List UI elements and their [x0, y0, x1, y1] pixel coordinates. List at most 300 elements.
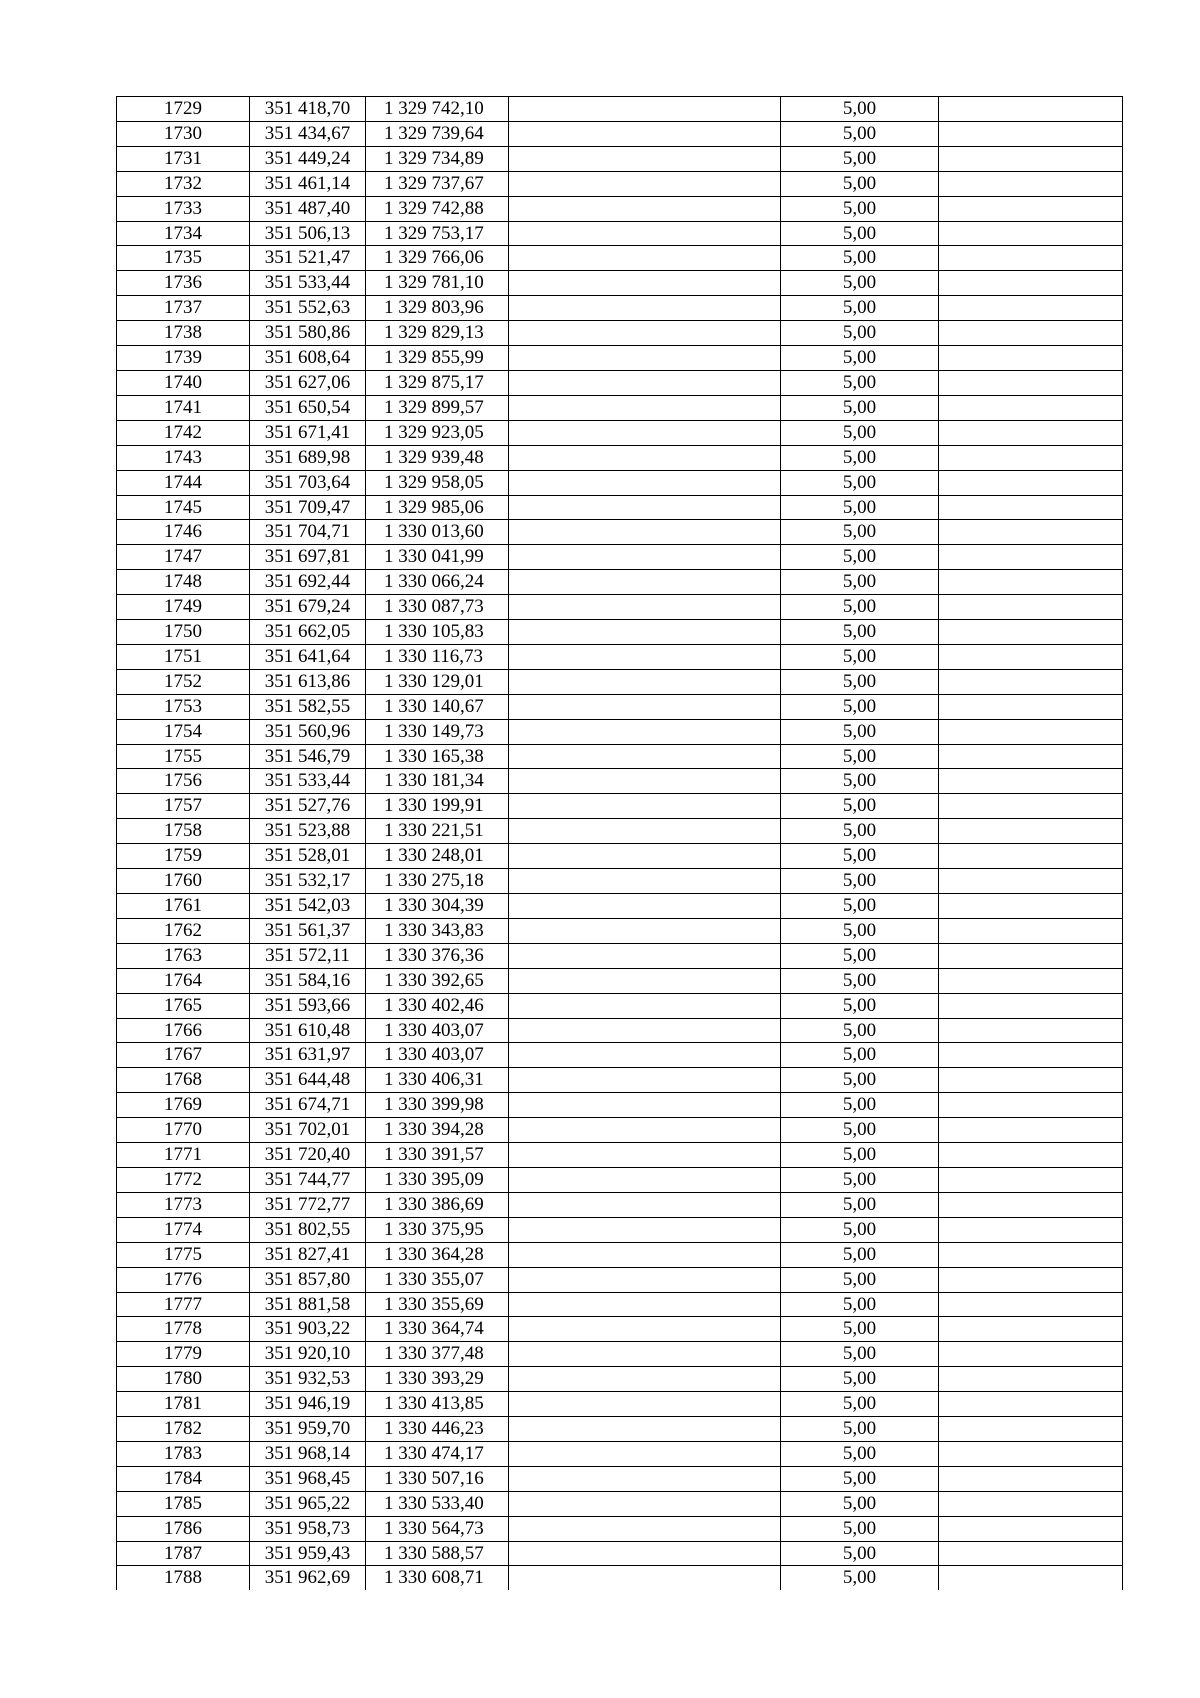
description-cell: [509, 271, 781, 296]
y-coordinate-cell: 1 330 181,34: [366, 769, 509, 794]
extra-cell: [939, 296, 1123, 321]
extra-cell: [939, 1392, 1123, 1417]
point-number-cell: 1773: [117, 1192, 250, 1217]
extra-cell: [939, 1541, 1123, 1566]
x-coordinate-cell: 351 580,86: [250, 321, 366, 346]
point-number-cell: 1785: [117, 1491, 250, 1516]
point-number-cell: 1755: [117, 744, 250, 769]
extra-cell: [939, 495, 1123, 520]
description-cell: [509, 545, 781, 570]
extra-cell: [939, 869, 1123, 894]
y-coordinate-cell: 1 330 199,91: [366, 794, 509, 819]
description-cell: [509, 993, 781, 1018]
extra-cell: [939, 1466, 1123, 1491]
point-number-cell: 1757: [117, 794, 250, 819]
description-cell: [509, 1491, 781, 1516]
table-row: [117, 669, 1123, 694]
value-cell: 5,00: [781, 1566, 939, 1590]
x-coordinate-cell: 351 958,73: [250, 1516, 366, 1541]
extra-cell: [939, 146, 1123, 171]
extra-cell: [939, 1367, 1123, 1392]
x-coordinate-cell: 351 584,16: [250, 968, 366, 993]
description-cell: [509, 1367, 781, 1392]
extra-cell: [939, 719, 1123, 744]
extra-cell: [939, 1043, 1123, 1068]
x-coordinate-cell: 351 542,03: [250, 894, 366, 919]
value-cell: 5,00: [781, 545, 939, 570]
point-number-cell: 1756: [117, 769, 250, 794]
point-number-cell: 1781: [117, 1392, 250, 1417]
table-row: [117, 918, 1123, 943]
y-coordinate-cell: 1 330 375,95: [366, 1217, 509, 1242]
point-number-cell: 1775: [117, 1242, 250, 1267]
value-cell: 5,00: [781, 1417, 939, 1442]
table-row: [117, 744, 1123, 769]
value-cell: 5,00: [781, 1018, 939, 1043]
description-cell: [509, 1516, 781, 1541]
table-row: [117, 97, 1123, 122]
y-coordinate-cell: 1 329 739,64: [366, 121, 509, 146]
table-row: [117, 595, 1123, 620]
extra-cell: [939, 1167, 1123, 1192]
extra-cell: [939, 794, 1123, 819]
extra-cell: [939, 1441, 1123, 1466]
point-number-cell: 1735: [117, 246, 250, 271]
extra-cell: [939, 520, 1123, 545]
table-row: [117, 1242, 1123, 1267]
description-cell: [509, 445, 781, 470]
x-coordinate-cell: 351 679,24: [250, 595, 366, 620]
x-coordinate-cell: 351 552,63: [250, 296, 366, 321]
description-cell: [509, 470, 781, 495]
value-cell: 5,00: [781, 719, 939, 744]
table-row: [117, 1068, 1123, 1093]
x-coordinate-cell: 351 827,41: [250, 1242, 366, 1267]
table-row: [117, 570, 1123, 595]
value-cell: 5,00: [781, 1392, 939, 1417]
table-row: [117, 1167, 1123, 1192]
point-number-cell: 1739: [117, 346, 250, 371]
x-coordinate-cell: 351 533,44: [250, 769, 366, 794]
table-row: [117, 1018, 1123, 1043]
table-row: [117, 520, 1123, 545]
point-number-cell: 1748: [117, 570, 250, 595]
extra-cell: [939, 1317, 1123, 1342]
x-coordinate-cell: 351 968,14: [250, 1441, 366, 1466]
y-coordinate-cell: 1 329 766,06: [366, 246, 509, 271]
coordinates-table-body: [117, 97, 1123, 1591]
x-coordinate-cell: 351 881,58: [250, 1292, 366, 1317]
description-cell: [509, 694, 781, 719]
extra-cell: [939, 346, 1123, 371]
point-number-cell: 1778: [117, 1317, 250, 1342]
extra-cell: [939, 1342, 1123, 1367]
point-number-cell: 1777: [117, 1292, 250, 1317]
point-number-cell: 1732: [117, 171, 250, 196]
y-coordinate-cell: 1 330 564,73: [366, 1516, 509, 1541]
description-cell: [509, 1317, 781, 1342]
description-cell: [509, 1267, 781, 1292]
point-number-cell: 1743: [117, 445, 250, 470]
value-cell: 5,00: [781, 495, 939, 520]
value-cell: 5,00: [781, 819, 939, 844]
y-coordinate-cell: 1 330 248,01: [366, 844, 509, 869]
x-coordinate-cell: 351 959,70: [250, 1417, 366, 1442]
extra-cell: [939, 769, 1123, 794]
description-cell: [509, 595, 781, 620]
x-coordinate-cell: 351 434,67: [250, 121, 366, 146]
y-coordinate-cell: 1 330 391,57: [366, 1143, 509, 1168]
value-cell: 5,00: [781, 1516, 939, 1541]
y-coordinate-cell: 1 330 402,46: [366, 993, 509, 1018]
extra-cell: [939, 595, 1123, 620]
x-coordinate-cell: 351 527,76: [250, 794, 366, 819]
value-cell: 5,00: [781, 246, 939, 271]
table-row: [117, 370, 1123, 395]
value-cell: 5,00: [781, 420, 939, 445]
point-number-cell: 1759: [117, 844, 250, 869]
x-coordinate-cell: 351 709,47: [250, 495, 366, 520]
point-number-cell: 1767: [117, 1043, 250, 1068]
x-coordinate-cell: 351 802,55: [250, 1217, 366, 1242]
y-coordinate-cell: 1 330 364,74: [366, 1317, 509, 1342]
table-row: [117, 495, 1123, 520]
x-coordinate-cell: 351 697,81: [250, 545, 366, 570]
y-coordinate-cell: 1 330 395,09: [366, 1167, 509, 1192]
point-number-cell: 1729: [117, 97, 250, 122]
point-number-cell: 1764: [117, 968, 250, 993]
x-coordinate-cell: 351 610,48: [250, 1018, 366, 1043]
x-coordinate-cell: 351 506,13: [250, 221, 366, 246]
y-coordinate-cell: 1 330 066,24: [366, 570, 509, 595]
y-coordinate-cell: 1 330 394,28: [366, 1118, 509, 1143]
table-row: [117, 271, 1123, 296]
description-cell: [509, 321, 781, 346]
table-row: [117, 968, 1123, 993]
table-row: [117, 395, 1123, 420]
y-coordinate-cell: 1 329 734,89: [366, 146, 509, 171]
extra-cell: [939, 445, 1123, 470]
y-coordinate-cell: 1 330 403,07: [366, 1018, 509, 1043]
extra-cell: [939, 819, 1123, 844]
extra-cell: [939, 644, 1123, 669]
point-number-cell: 1746: [117, 520, 250, 545]
point-number-cell: 1784: [117, 1466, 250, 1491]
point-number-cell: 1734: [117, 221, 250, 246]
extra-cell: [939, 844, 1123, 869]
y-coordinate-cell: 1 330 406,31: [366, 1068, 509, 1093]
extra-cell: [939, 1018, 1123, 1043]
extra-cell: [939, 694, 1123, 719]
point-number-cell: 1740: [117, 370, 250, 395]
y-coordinate-cell: 1 329 829,13: [366, 321, 509, 346]
table-row: [117, 445, 1123, 470]
x-coordinate-cell: 351 641,64: [250, 644, 366, 669]
value-cell: 5,00: [781, 1242, 939, 1267]
extra-cell: [939, 370, 1123, 395]
y-coordinate-cell: 1 329 855,99: [366, 346, 509, 371]
point-number-cell: 1763: [117, 943, 250, 968]
value-cell: 5,00: [781, 121, 939, 146]
y-coordinate-cell: 1 329 742,10: [366, 97, 509, 122]
description-cell: [509, 1541, 781, 1566]
value-cell: 5,00: [781, 1267, 939, 1292]
description-cell: [509, 794, 781, 819]
extra-cell: [939, 1292, 1123, 1317]
table-row: [117, 1417, 1123, 1442]
extra-cell: [939, 1192, 1123, 1217]
table-row: [117, 993, 1123, 1018]
description-cell: [509, 894, 781, 919]
description-cell: [509, 97, 781, 122]
x-coordinate-cell: 351 720,40: [250, 1143, 366, 1168]
description-cell: [509, 370, 781, 395]
value-cell: 5,00: [781, 1043, 939, 1068]
extra-cell: [939, 321, 1123, 346]
point-number-cell: 1742: [117, 420, 250, 445]
table-row: [117, 1441, 1123, 1466]
description-cell: [509, 246, 781, 271]
table-row: [117, 470, 1123, 495]
point-number-cell: 1769: [117, 1093, 250, 1118]
y-coordinate-cell: 1 330 533,40: [366, 1491, 509, 1516]
description-cell: [509, 1118, 781, 1143]
point-number-cell: 1747: [117, 545, 250, 570]
value-cell: 5,00: [781, 1118, 939, 1143]
description-cell: [509, 171, 781, 196]
point-number-cell: 1737: [117, 296, 250, 321]
table-row: [117, 420, 1123, 445]
y-coordinate-cell: 1 330 140,67: [366, 694, 509, 719]
description-cell: [509, 420, 781, 445]
point-number-cell: 1758: [117, 819, 250, 844]
y-coordinate-cell: 1 330 376,36: [366, 943, 509, 968]
extra-cell: [939, 620, 1123, 645]
value-cell: 5,00: [781, 844, 939, 869]
y-coordinate-cell: 1 330 304,39: [366, 894, 509, 919]
table-row: [117, 1043, 1123, 1068]
x-coordinate-cell: 351 650,54: [250, 395, 366, 420]
x-coordinate-cell: 351 532,17: [250, 869, 366, 894]
table-row: [117, 1392, 1123, 1417]
extra-cell: [939, 221, 1123, 246]
value-cell: 5,00: [781, 520, 939, 545]
x-coordinate-cell: 351 857,80: [250, 1267, 366, 1292]
point-number-cell: 1730: [117, 121, 250, 146]
value-cell: 5,00: [781, 1167, 939, 1192]
description-cell: [509, 495, 781, 520]
value-cell: 5,00: [781, 445, 939, 470]
y-coordinate-cell: 1 329 803,96: [366, 296, 509, 321]
description-cell: [509, 769, 781, 794]
y-coordinate-cell: 1 330 588,57: [366, 1541, 509, 1566]
description-cell: [509, 395, 781, 420]
description-cell: [509, 296, 781, 321]
x-coordinate-cell: 351 528,01: [250, 844, 366, 869]
point-number-cell: 1787: [117, 1541, 250, 1566]
extra-cell: [939, 1491, 1123, 1516]
table-row: [117, 1143, 1123, 1168]
extra-cell: [939, 97, 1123, 122]
value-cell: 5,00: [781, 1143, 939, 1168]
extra-cell: [939, 1566, 1123, 1590]
description-cell: [509, 1018, 781, 1043]
x-coordinate-cell: 351 662,05: [250, 620, 366, 645]
point-number-cell: 1754: [117, 719, 250, 744]
x-coordinate-cell: 351 744,77: [250, 1167, 366, 1192]
point-number-cell: 1768: [117, 1068, 250, 1093]
point-number-cell: 1788: [117, 1566, 250, 1590]
description-cell: [509, 196, 781, 221]
coordinates-table: [116, 96, 1123, 1590]
description-cell: [509, 1217, 781, 1242]
y-coordinate-cell: 1 330 355,69: [366, 1292, 509, 1317]
value-cell: 5,00: [781, 1192, 939, 1217]
extra-cell: [939, 1068, 1123, 1093]
point-number-cell: 1782: [117, 1417, 250, 1442]
description-cell: [509, 1441, 781, 1466]
point-number-cell: 1779: [117, 1342, 250, 1367]
value-cell: 5,00: [781, 595, 939, 620]
value-cell: 5,00: [781, 171, 939, 196]
table-row: [117, 769, 1123, 794]
point-number-cell: 1760: [117, 869, 250, 894]
y-coordinate-cell: 1 330 087,73: [366, 595, 509, 620]
y-coordinate-cell: 1 329 899,57: [366, 395, 509, 420]
table-row: [117, 1093, 1123, 1118]
point-number-cell: 1738: [117, 321, 250, 346]
point-number-cell: 1736: [117, 271, 250, 296]
x-coordinate-cell: 351 627,06: [250, 370, 366, 395]
description-cell: [509, 1466, 781, 1491]
x-coordinate-cell: 351 533,44: [250, 271, 366, 296]
table-row: [117, 1367, 1123, 1392]
value-cell: 5,00: [781, 395, 939, 420]
value-cell: 5,00: [781, 694, 939, 719]
value-cell: 5,00: [781, 370, 939, 395]
x-coordinate-cell: 351 968,45: [250, 1466, 366, 1491]
table-row: [117, 1466, 1123, 1491]
y-coordinate-cell: 1 329 875,17: [366, 370, 509, 395]
y-coordinate-cell: 1 330 399,98: [366, 1093, 509, 1118]
extra-cell: [939, 1516, 1123, 1541]
description-cell: [509, 1417, 781, 1442]
x-coordinate-cell: 351 962,69: [250, 1566, 366, 1590]
table-row: [117, 545, 1123, 570]
description-cell: [509, 719, 781, 744]
description-cell: [509, 943, 781, 968]
extra-cell: [939, 1093, 1123, 1118]
table-row: [117, 221, 1123, 246]
point-number-cell: 1762: [117, 918, 250, 943]
table-row: [117, 196, 1123, 221]
description-cell: [509, 1093, 781, 1118]
y-coordinate-cell: 1 330 013,60: [366, 520, 509, 545]
x-coordinate-cell: 351 546,79: [250, 744, 366, 769]
x-coordinate-cell: 351 644,48: [250, 1068, 366, 1093]
y-coordinate-cell: 1 330 129,01: [366, 669, 509, 694]
description-cell: [509, 869, 781, 894]
extra-cell: [939, 1143, 1123, 1168]
table-row: [117, 844, 1123, 869]
x-coordinate-cell: 351 702,01: [250, 1118, 366, 1143]
value-cell: 5,00: [781, 1466, 939, 1491]
x-coordinate-cell: 351 674,71: [250, 1093, 366, 1118]
value-cell: 5,00: [781, 769, 939, 794]
x-coordinate-cell: 351 461,14: [250, 171, 366, 196]
value-cell: 5,00: [781, 1317, 939, 1342]
value-cell: 5,00: [781, 97, 939, 122]
point-number-cell: 1750: [117, 620, 250, 645]
table-row: [117, 1267, 1123, 1292]
point-number-cell: 1753: [117, 694, 250, 719]
extra-cell: [939, 1417, 1123, 1442]
table-row: [117, 1192, 1123, 1217]
table-row: [117, 1491, 1123, 1516]
x-coordinate-cell: 351 521,47: [250, 246, 366, 271]
y-coordinate-cell: 1 330 355,07: [366, 1267, 509, 1292]
description-cell: [509, 121, 781, 146]
extra-cell: [939, 395, 1123, 420]
x-coordinate-cell: 351 703,64: [250, 470, 366, 495]
x-coordinate-cell: 351 593,66: [250, 993, 366, 1018]
table-row: [117, 171, 1123, 196]
extra-cell: [939, 570, 1123, 595]
table-row: [117, 943, 1123, 968]
description-cell: [509, 844, 781, 869]
value-cell: 5,00: [781, 470, 939, 495]
value-cell: 5,00: [781, 221, 939, 246]
table-row: [117, 296, 1123, 321]
extra-cell: [939, 420, 1123, 445]
value-cell: 5,00: [781, 346, 939, 371]
value-cell: 5,00: [781, 196, 939, 221]
value-cell: 5,00: [781, 943, 939, 968]
y-coordinate-cell: 1 330 165,38: [366, 744, 509, 769]
table-row: [117, 1118, 1123, 1143]
x-coordinate-cell: 351 965,22: [250, 1491, 366, 1516]
value-cell: 5,00: [781, 644, 939, 669]
x-coordinate-cell: 351 560,96: [250, 719, 366, 744]
point-number-cell: 1744: [117, 470, 250, 495]
extra-cell: [939, 1242, 1123, 1267]
table-row: [117, 346, 1123, 371]
point-number-cell: 1770: [117, 1118, 250, 1143]
x-coordinate-cell: 351 582,55: [250, 694, 366, 719]
x-coordinate-cell: 351 561,37: [250, 918, 366, 943]
table-row: [117, 1541, 1123, 1566]
table-row: [117, 246, 1123, 271]
extra-cell: [939, 470, 1123, 495]
value-cell: 5,00: [781, 869, 939, 894]
y-coordinate-cell: 1 330 507,16: [366, 1466, 509, 1491]
description-cell: [509, 819, 781, 844]
y-coordinate-cell: 1 330 116,73: [366, 644, 509, 669]
point-number-cell: 1766: [117, 1018, 250, 1043]
point-number-cell: 1786: [117, 1516, 250, 1541]
value-cell: 5,00: [781, 1068, 939, 1093]
value-cell: 5,00: [781, 1093, 939, 1118]
y-coordinate-cell: 1 329 985,06: [366, 495, 509, 520]
point-number-cell: 1752: [117, 669, 250, 694]
x-coordinate-cell: 351 671,41: [250, 420, 366, 445]
point-number-cell: 1780: [117, 1367, 250, 1392]
description-cell: [509, 346, 781, 371]
x-coordinate-cell: 351 418,70: [250, 97, 366, 122]
value-cell: 5,00: [781, 1342, 939, 1367]
y-coordinate-cell: 1 329 753,17: [366, 221, 509, 246]
x-coordinate-cell: 351 959,43: [250, 1541, 366, 1566]
